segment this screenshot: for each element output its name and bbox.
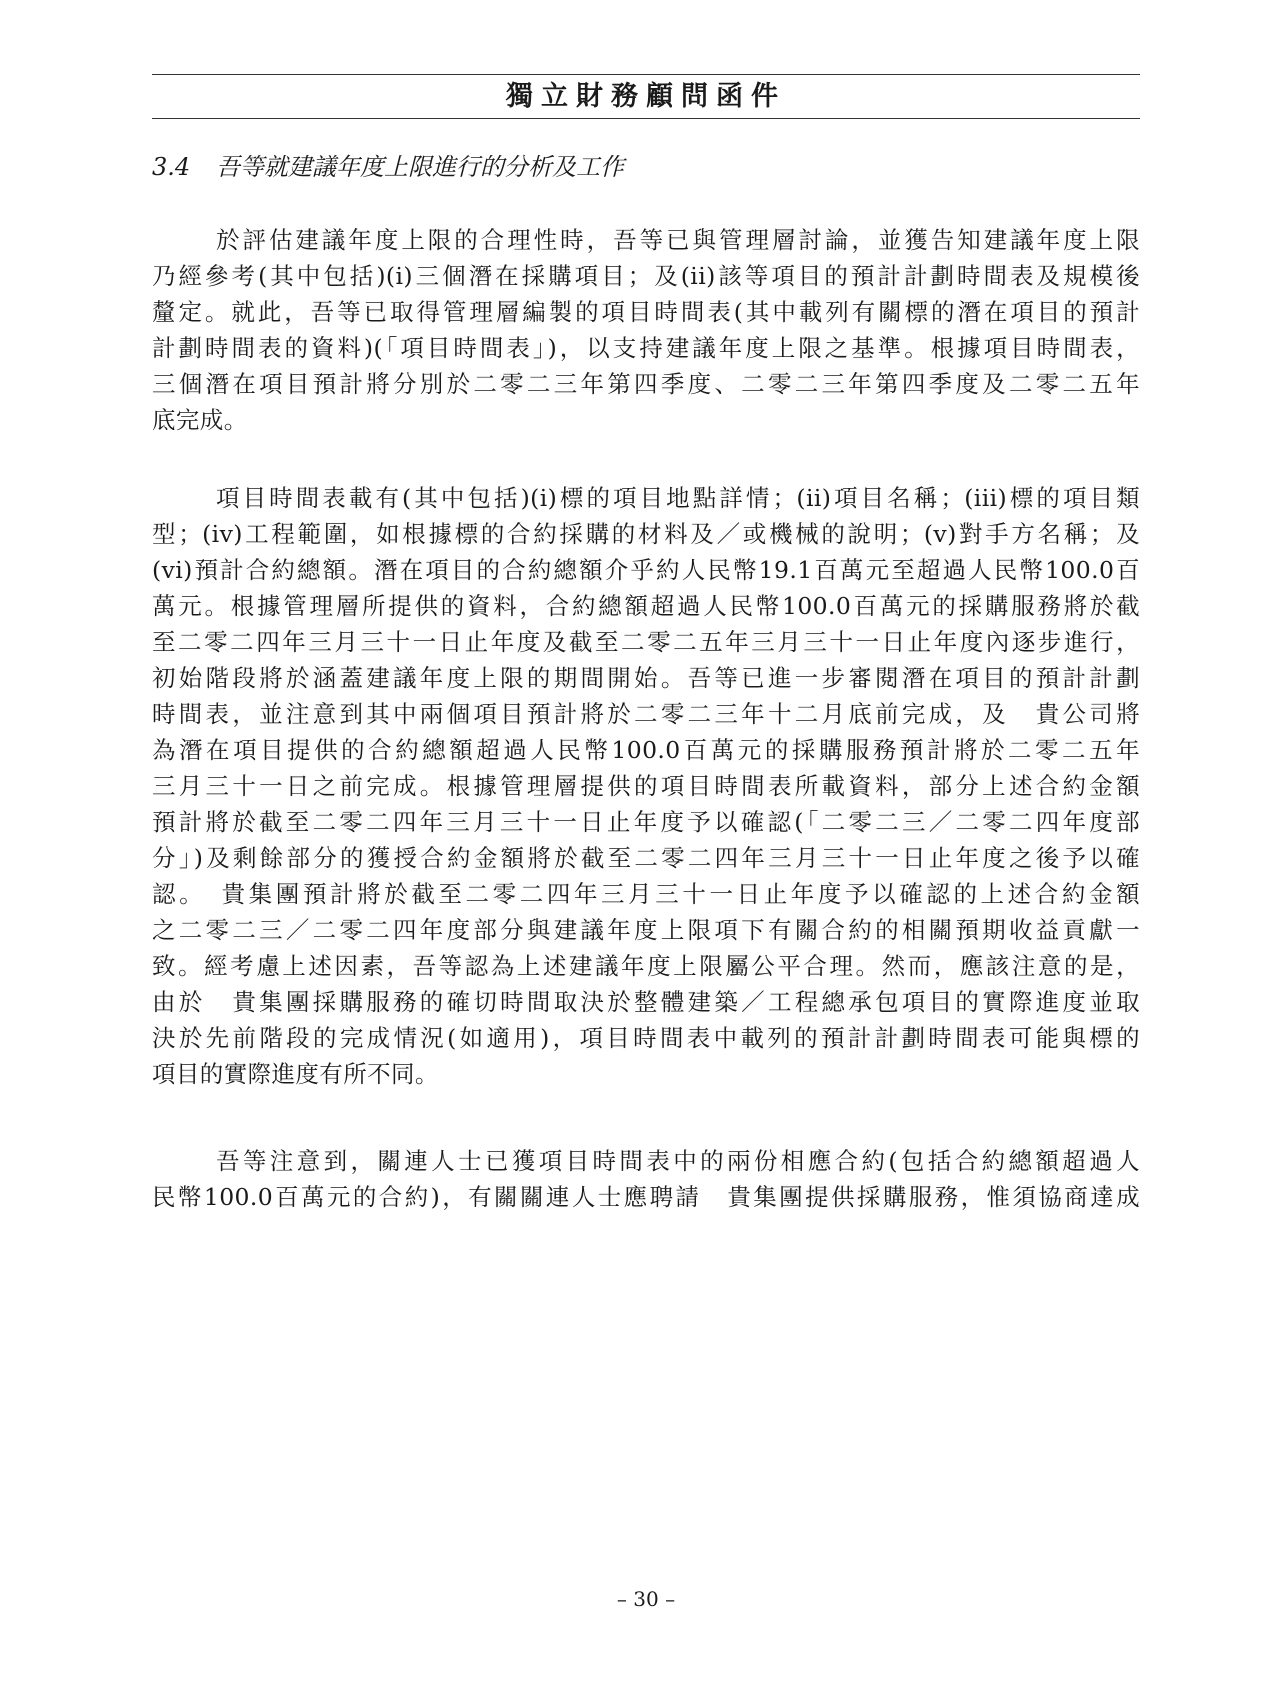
paragraph-line: 三個潛在項目預計將分別於二零二三年第四季度、二零二三年第四季度及二零二五年 — [152, 370, 1140, 398]
paragraph-line: 型；(iv)工程範圍，如根據標的合約採購的材料及／或機械的說明；(v)對手方名稱；及 — [152, 520, 1140, 548]
paragraph-line: 乃經參考(其中包括)(i)三個潛在採購項目；及(ii)該等項目的預計計劃時間表及規模後 — [152, 262, 1140, 290]
paragraph-3 — [152, 1143, 1140, 1215]
page-header-title: 獨立財務顧問函件 — [506, 81, 786, 112]
paragraph-line: 萬元。根據管理層所提供的資料，合約總額超過人民幣100.0百萬元的採購服務將於截 — [152, 592, 1140, 620]
paragraph-line: 釐定。就此，吾等已取得管理層編製的項目時間表(其中載列有關標的潛在項目的預計 — [152, 298, 1140, 326]
header-top-rule — [152, 74, 1140, 75]
section-title: 吾等就建議年度上限進行的分析及工作 — [216, 153, 624, 181]
paragraph-line: 於評估建議年度上限的合理性時，吾等已與管理層討論，並獲告知建議年度上限 — [216, 226, 1140, 254]
paragraph-line: 底完成。 — [152, 406, 248, 434]
page-number: – 30 – — [616, 1587, 676, 1611]
paragraph-line: 之二零二三／二零二四年度部分與建議年度上限項下有關合約的相關預期收益貢獻一 — [152, 916, 1140, 944]
paragraph-line: 認。 貴集團預計將於截至二零二四年三月三十一日止年度予以確認的上述合約金額 — [152, 880, 1140, 908]
paragraph-line: 分」)及剩餘部分的獲授合約金額將於截至二零二四年三月三十一日止年度之後予以確 — [152, 844, 1140, 872]
paragraph-line: 致。經考慮上述因素，吾等認為上述建議年度上限屬公平合理。然而，應該注意的是， — [152, 952, 1140, 980]
paragraph-line: 計劃時間表的資料)(「項目時間表」)，以支持建議年度上限之基準。根據項目時間表， — [152, 334, 1140, 362]
paragraph-1 — [152, 222, 1140, 438]
paragraph-line: 吾等注意到，關連人士已獲項目時間表中的兩份相應合約(包括合約總額超過人 — [216, 1147, 1140, 1175]
section-number: 3.4 — [152, 153, 191, 181]
paragraph-line: 項目的實際進度有所不同。 — [152, 1060, 439, 1088]
paragraph-line: (vi)預計合約總額。潛在項目的合約總額介乎約人民幣19.1百萬元至超過人民幣100.0百 — [152, 556, 1140, 584]
paragraph-line: 項目時間表載有(其中包括)(i)標的項目地點詳情；(ii)項目名稱；(iii)標的項目類 — [216, 484, 1140, 512]
paragraph-line: 決於先前階段的完成情況(如適用)，項目時間表中載列的預計計劃時間表可能與標的 — [152, 1024, 1140, 1052]
paragraph-line: 時間表，並注意到其中兩個項目預計將於二零二三年十二月底前完成，及 貴公司將 — [152, 700, 1140, 728]
section-heading — [152, 150, 624, 184]
paragraph-line: 預計將於截至二零二四年三月三十一日止年度予以確認(「二零二三／二零二四年度部 — [152, 808, 1140, 836]
paragraph-line: 至二零二四年三月三十一日止年度及截至二零二五年三月三十一日止年度內逐步進行， — [152, 628, 1140, 656]
paragraph-line: 初始階段將於涵蓋建議年度上限的期間開始。吾等已進一步審閱潛在項目的預計計劃 — [152, 664, 1140, 692]
paragraph-line: 由於 貴集團採購服務的確切時間取決於整體建築／工程總承包項目的實際進度並取 — [152, 988, 1140, 1016]
paragraph-line: 為潛在項目提供的合約總額超過人民幣100.0百萬元的採購服務預計將於二零二五年 — [152, 736, 1140, 764]
paragraph-2 — [152, 480, 1140, 1092]
header-bottom-rule — [152, 118, 1140, 119]
paragraph-line: 三月三十一日之前完成。根據管理層提供的項目時間表所載資料，部分上述合約金額 — [152, 772, 1140, 800]
paragraph-line: 民幣100.0百萬元的合約)，有關關連人士應聘請 貴集團提供採購服務，惟須協商達成 — [152, 1183, 1140, 1211]
